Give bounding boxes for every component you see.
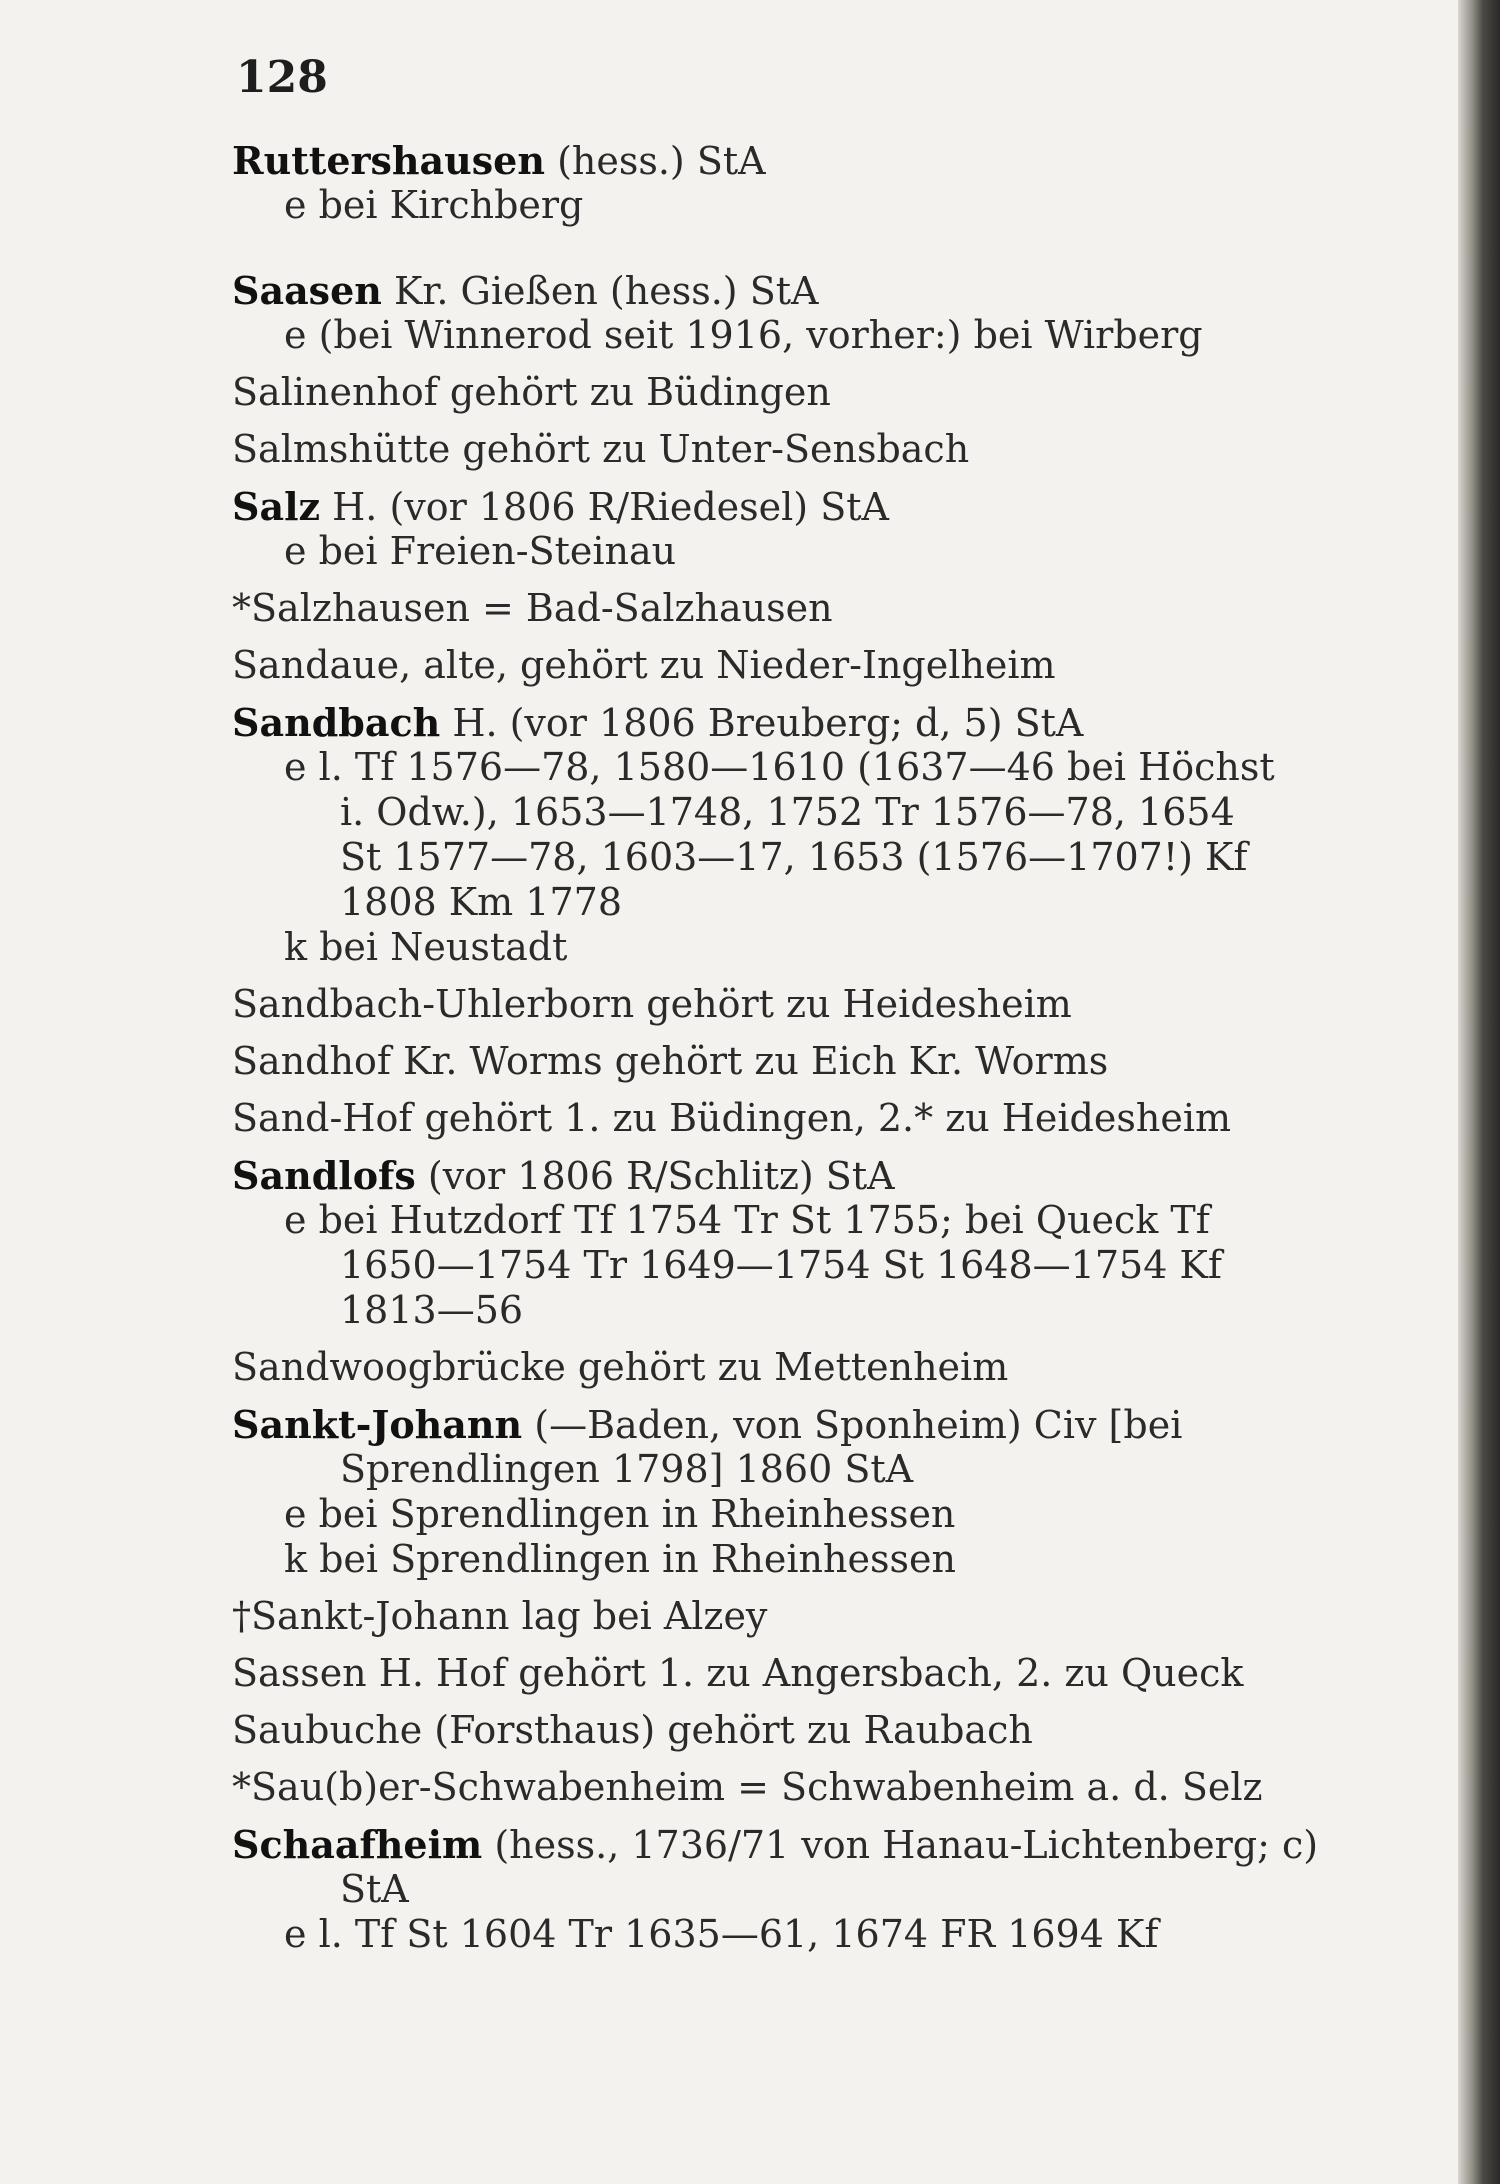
entry-line: Salmshütte gehört zu Unter-Sensbach [232,427,970,471]
entry-text: H. (vor 1806 Breuberg; d, 5) StA [440,701,1084,745]
entry-line: e bei Hutzdorf Tf 1754 Tr St 1755; bei Queck Tf [284,1198,1210,1242]
entry-line: Sandhof Kr. Worms gehört zu Eich Kr. Worms [232,1039,1109,1083]
entry-line: Sprendlingen 1798] 1860 StA [340,1447,914,1491]
entry-line [232,1822,1319,1867]
gazetteer-entries [232,138,1319,1957]
entry-sandaue [232,643,1312,688]
entry-line: St 1577—78, 1603—17, 1653 (1576—1707!) Kf [340,835,1248,879]
entry-line [232,484,1312,529]
entry-line: †Sankt-Johann lag bei Alzey [232,1594,768,1638]
entry-text: H. (vor 1806 R/Riedesel) StA [320,485,889,529]
entry-text: (—Baden, von Sponheim) Civ [bei [522,1403,1183,1447]
entry-line: Sandwoogbrücke gehört zu Mettenheim [232,1345,1009,1389]
entry-line: Sandaue, alte, gehört zu Nieder-Ingelheim [232,643,1056,687]
entry-text: (hess.) StA [544,139,766,183]
entry-headword: Sandbach [232,700,441,745]
entry-sankt-johann-alzey [232,1594,1312,1639]
entry-salz [232,484,1312,574]
entry-line: Saubuche (Forsthaus) gehört zu Raubach [232,1708,1033,1752]
entry-sandwoogbruecke [232,1345,1312,1390]
book-spine-shadow [1458,0,1500,2184]
entry-ruttershausen [232,138,1312,228]
entry-text: Kr. Gießen (hess.) StA [381,269,819,313]
entry-salinenhof [232,370,1312,415]
entry-headword: Ruttershausen [232,138,545,183]
entry-line: 1813—56 [340,1288,524,1332]
entry-line [232,138,1312,183]
entry-line: e bei Freien-Steinau [284,529,677,573]
entry-line: Sandbach-Uhlerborn gehört zu Heidesheim [232,982,1072,1026]
entry-line [232,700,1312,745]
entry-saasen [232,268,1312,358]
entry-line: e bei Sprendlingen in Rheinhessen [284,1492,956,1536]
entry-line: e l. Tf 1576—78, 1580—1610 (1637—46 bei Höchst [284,745,1275,789]
entry-sand-hof [232,1096,1312,1141]
entry-line [232,1153,1312,1198]
entry-saubuche [232,1708,1312,1753]
entry-headword: Saasen [232,268,382,313]
entry-line: Sand-Hof gehört 1. zu Büdingen, 2.* zu Heidesheim [232,1096,1232,1140]
entry-headword: Sankt-Johann [232,1402,523,1447]
entry-sandlofs [232,1153,1312,1333]
entry-headword: Sandlofs [232,1153,416,1198]
entry-sandbach-uhlerborn [232,982,1312,1027]
entry-headword: Schaafheim [232,1822,483,1867]
entry-line: k bei Neustadt [284,925,568,969]
entry-text: (vor 1806 R/Schlitz) StA [415,1154,895,1198]
entry-line: 1808 Km 1778 [340,880,622,924]
entry-line: Salinenhof gehört zu Büdingen [232,370,831,414]
entry-headword: Salz [232,484,321,529]
entry-sankt-johann [232,1402,1312,1582]
entry-sandhof [232,1039,1312,1084]
entry-salzhausen [232,586,1312,631]
entry-line: e l. Tf St 1604 Tr 1635—61, 1674 FR 1694 Kf [284,1912,1159,1956]
entry-sauber-schwabenheim [232,1765,1312,1810]
entry-line: i. Odw.), 1653—1748, 1752 Tr 1576—78, 1654 [340,790,1235,834]
entry-line: *Sau(b)er-Schwabenheim = Schwabenheim a. d. Selz [232,1765,1263,1809]
entry-schaafheim [232,1822,1319,1957]
entry-text: (hess., 1736/71 von Hanau-Lichtenberg; c) [482,1823,1319,1867]
entry-line: *Salzhausen = Bad-Salzhausen [232,586,833,630]
page-number: 128 [236,52,328,103]
entry-line: Sassen H. Hof gehört 1. zu Angersbach, 2. zu Queck [232,1651,1244,1695]
entry-sassen [232,1651,1312,1696]
entry-line [232,268,1312,313]
entry-salmshuette [232,427,1312,472]
entry-line: StA [340,1867,409,1911]
entry-line: 1650—1754 Tr 1649—1754 St 1648—1754 Kf [340,1243,1222,1287]
entry-sandbach [232,700,1312,970]
entry-line [232,1402,1312,1447]
entry-line: k bei Sprendlingen in Rheinhessen [284,1537,956,1581]
entry-line: e bei Kirchberg [284,183,584,227]
entry-line: e (bei Winnerod seit 1916, vorher:) bei Wirberg [284,313,1203,357]
